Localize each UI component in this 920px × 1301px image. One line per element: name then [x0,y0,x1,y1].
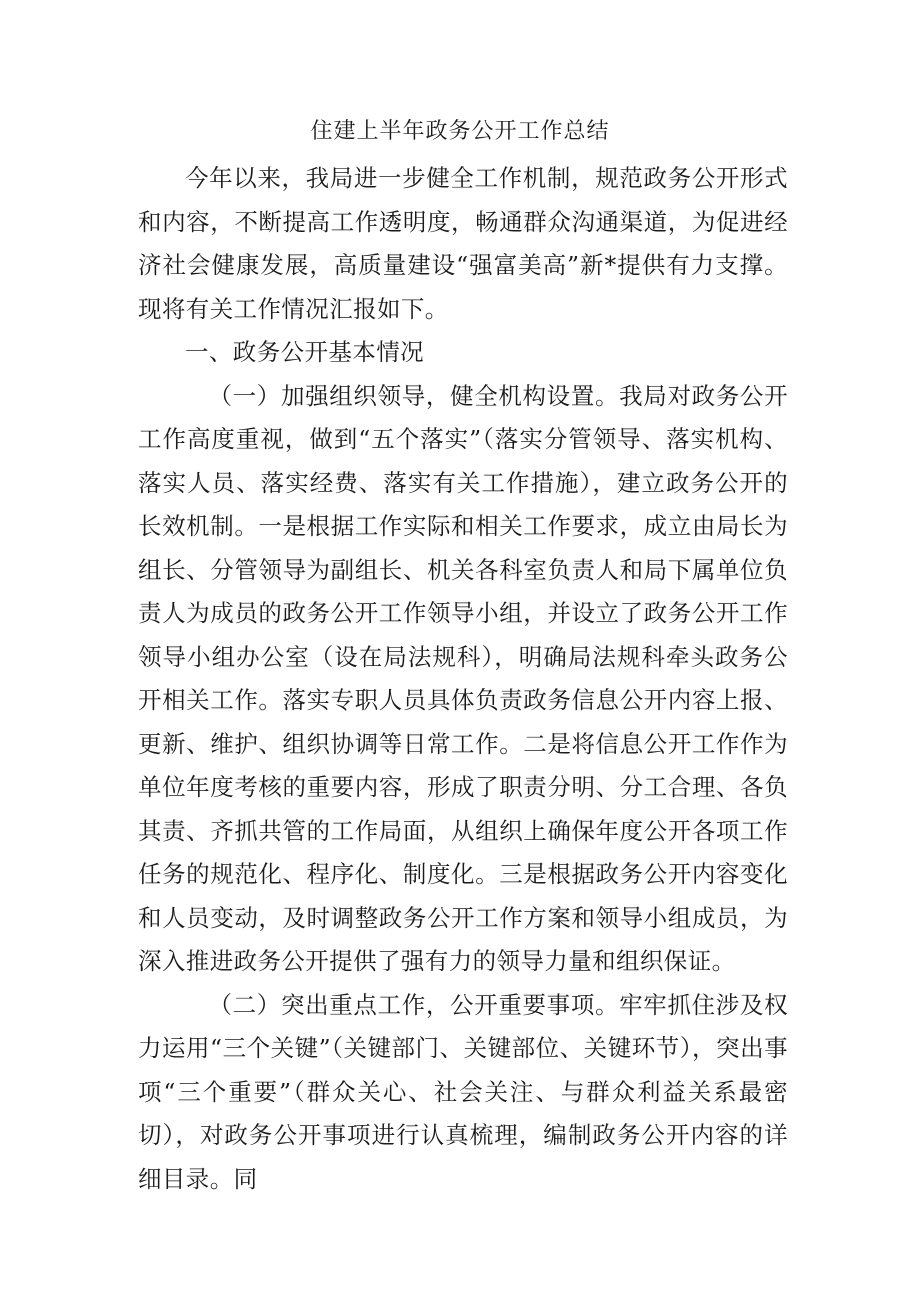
document-title: 住建上半年政务公开工作总结 [310,119,610,144]
paragraph-key-work: （二）突出重点工作，公开重要事项。牢牢抓住涉及权力运用“三个关键”（关键部门、关键部位、关键环节），突出事项“三个重要”（群众关心、社会关注、与群众利益关系最密切），对政务公开事项进行认真梳理，编制政务公开内容的详细目录。同 [138,990,788,1193]
document-body [138,157,788,1201]
paragraph-organization-leadership: （一）加强组织领导，健全机构设置。我局对政务公开工作高度重视，做到“五个落实”（落实分管领导、落实机构、落实人员、落实经费、落实有关工作措施），建立政务公开的长效机制。一是根据工作实际和相关工作要求，成立由局长为组长、分管领导为副组长、机关各科室负责人和局下属单位负责人为成员的政务公开工作领导小组，并设立了政务公开工作领导小组办公室（设在局法规科），明确局法规科牵头政务公开相关工作。落实专职人员具体负责政务信息公开内容上报、更新、维护、组织协调等日常工作。二是将信息公开工作作为单位年度考核的重要内容，形成了职责分明、分工合理、各负其责、齐抓共管的工作局面，从组织上确保年度公开各项工作任务的规范化、程序化、制度化。三是根据政务公开内容变化和人员变动，及时调整政务公开工作方案和领导小组成员，为深入推进政务公开提供了强有力的领导力量和组织保证。 [138,381,788,975]
intro-paragraph: 今年以来，我局进一步健全工作机制，规范政务公开形式和内容，不断提高工作透明度，畅通群众沟通渠道，为促进经济社会健康发展，高质量建设“强富美高”新*提供有力支撑。现将有关工作情况汇报如下。 [138,164,788,323]
section-heading-basic-situation: 一、政务公开基本情况 [185,338,424,366]
